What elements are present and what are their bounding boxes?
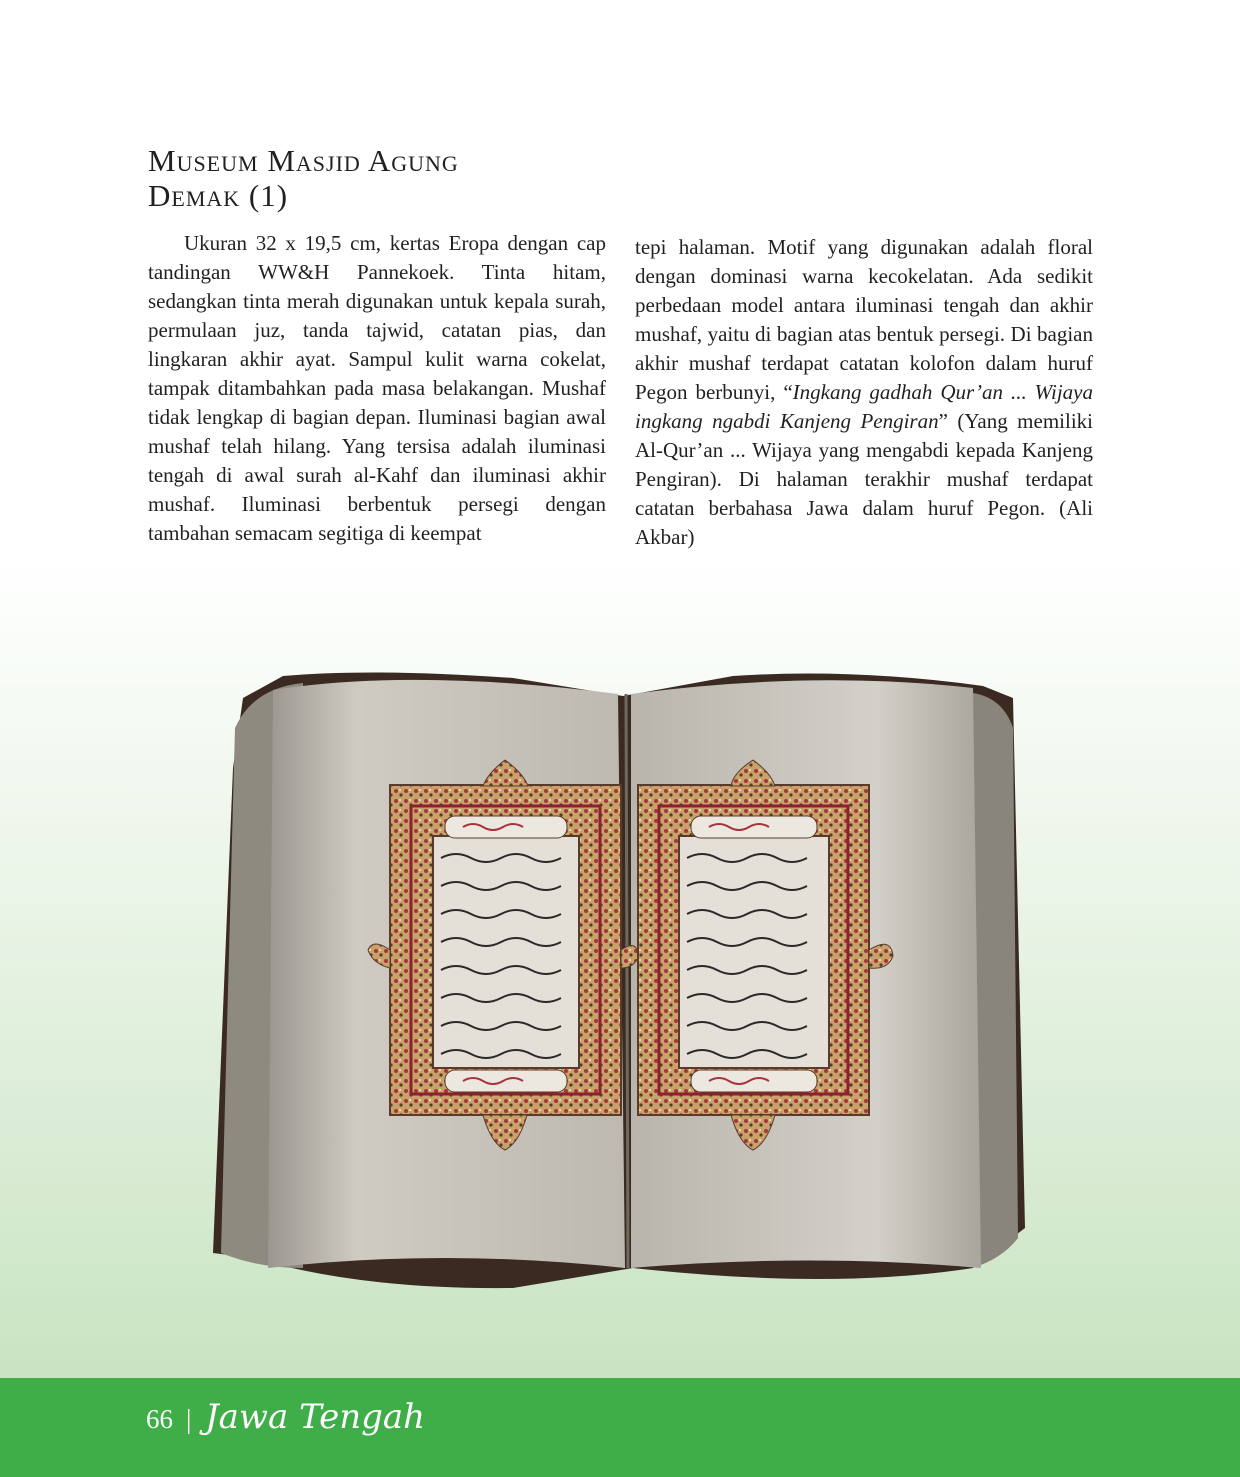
paragraph-right-start: tepi halaman. Motif yang digunakan adalah floral dengan dominasi warna kecokelatan. Ada sedikit perbedaan model antara iluminasi tengah dan akhir mushaf, yaitu di bagian atas bentuk persegi. Di bagian akhir mushaf terdapat catatan kolofon dalam huruf Pegon berbunyi, “	[635, 235, 1093, 404]
page-number: 66	[146, 1404, 173, 1434]
article-title	[148, 143, 618, 213]
paragraph-right-end: ” (Yang memiliki Al-Qur’an ... Wijaya yang mengabdi kepada Kanjeng Pengiran). Di halaman terakhir mushaf terdapat catatan berbahasa Jawa dalam huruf Pegon. (Ali Akbar)	[635, 409, 1093, 549]
article-column-left	[148, 229, 606, 548]
title-line-2: Demak (1)	[148, 178, 289, 213]
region-title: Jawa Tengah	[205, 1397, 426, 1437]
right-illumination	[638, 760, 893, 1150]
paragraph-left: Ukuran 32 x 19,5 cm, kertas Eropa dengan cap tandingan WW&H Pannekoek. Tinta hitam, sedangkan tinta merah digunakan untuk kepala surah, permulaan juz, tanda tajwid, catatan pias, dan lingkaran akhir ayat. Sampul kulit warna cokelat, tampak ditambahkan pada masa belakangan. Mushaf tidak lengkap di bagian depan. Iluminasi bagian awal mushaf telah hilang. Yang tersisa adalah iluminasi tengah di awal surah al-Kahf dan iluminasi akhir mushaf. Iluminasi berbentuk persegi dengan tambahan semacam segitiga di keempat	[148, 231, 606, 545]
colophon-quote: Ingkang gadhah Qur’an ... Wijaya ingkang ngabdi Kanjeng Pengiran	[635, 380, 1093, 433]
manuscript-photo	[213, 668, 1028, 1290]
article-column-right	[635, 233, 1093, 552]
title-line-1: Museum Masjid Agung	[148, 143, 459, 178]
footer-separator: |	[186, 1404, 192, 1434]
left-illumination	[368, 758, 638, 1150]
